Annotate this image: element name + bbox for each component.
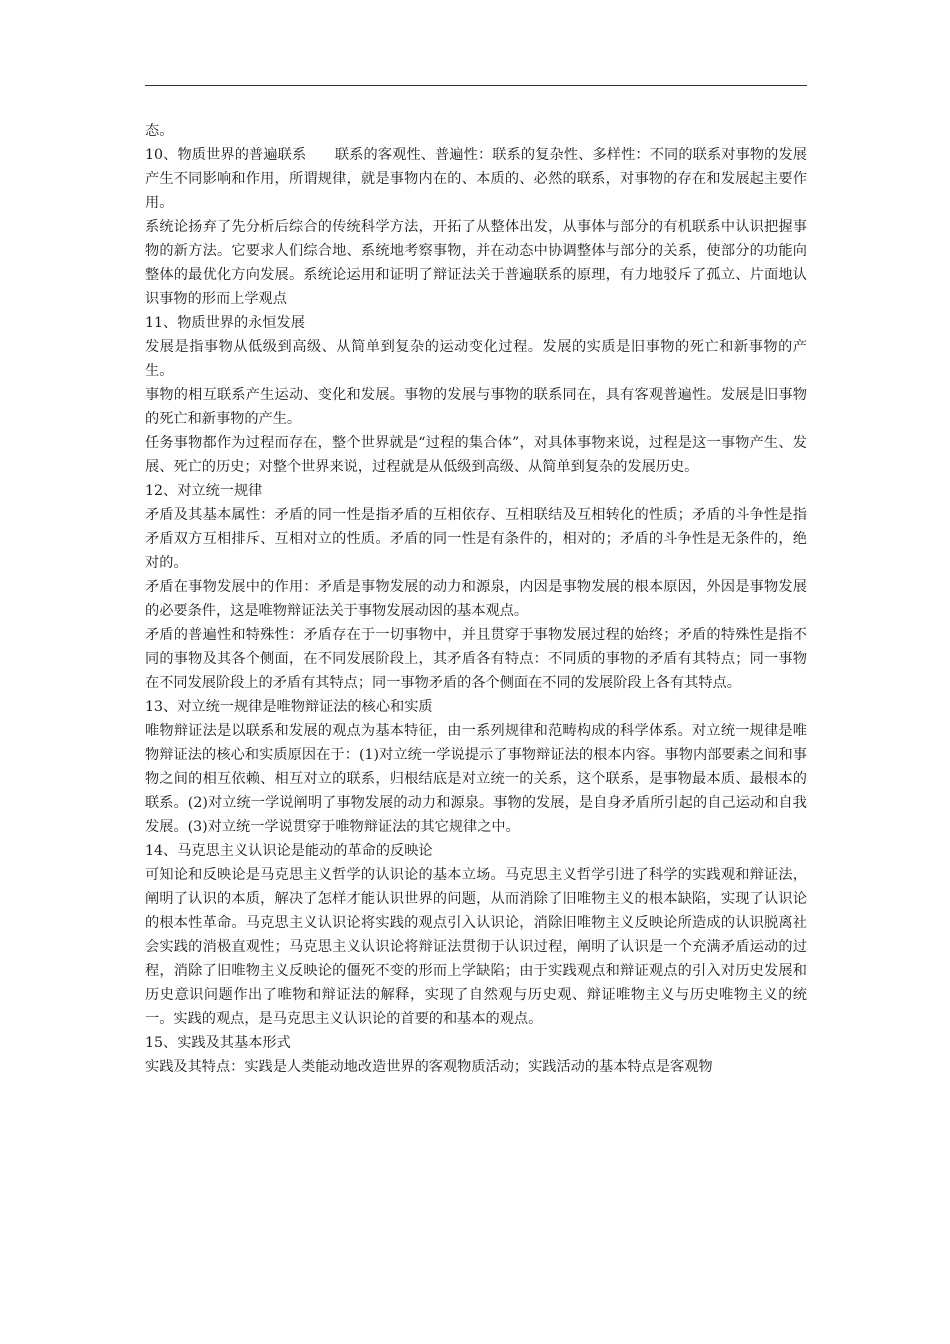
paragraph: 发展是指事物从低级到高级、从简单到复杂的运动变化过程。发展的实质是旧事物的死亡和新事物的产生。 xyxy=(145,339,807,379)
section-heading: 12、对立统一规律 xyxy=(145,483,263,499)
paragraph: 态。 xyxy=(145,123,174,139)
section-heading: 15、实践及其基本形式 xyxy=(145,1035,291,1051)
paragraph: 实践及其特点：实践是人类能动地改造世界的客观物质活动；实践活动的基本特点是客观物 xyxy=(145,1059,713,1075)
section-heading: 13、对立统一规律是唯物辩证法的核心和实质 xyxy=(145,699,433,715)
paragraph: 矛盾及其基本属性：矛盾的同一性是指矛盾的互相依存、互相联结及互相转化的性质；矛盾的斗争性是指矛盾双方互相排斥、互相对立的性质。矛盾的同一性是有条件的，相对的；矛盾的斗争性是无条件的，绝对的。 xyxy=(145,507,807,571)
document-body xyxy=(145,119,807,1079)
paragraph: 任务事物都作为过程而存在，整个世界就是“过程的集合体”，对具体事物来说，过程是这一事物产生、发展、死亡的历史；对整个世界来说，过程就是从低级到高级、从简单到复杂的发展历史。 xyxy=(145,435,807,475)
paragraph: 事物的相互联系产生运动、变化和发展。事物的发展与事物的联系同在，具有客观普遍性。发展是旧事物的死亡和新事物的产生。 xyxy=(145,387,807,427)
header-divider xyxy=(145,85,807,86)
paragraph: 矛盾在事物发展中的作用：矛盾是事物发展的动力和源泉，内因是事物发展的根本原因，外因是事物发展的必要条件，这是唯物辩证法关于事物发展动因的基本观点。 xyxy=(145,579,807,619)
paragraph: 矛盾的普遍性和特殊性：矛盾存在于一切事物中，并且贯穿于事物发展过程的始终；矛盾的特殊性是指不同的事物及其各个侧面，在不同发展阶段上，其矛盾各有特点：不同质的事物的矛盾有其特点；同一事物在不同发展阶段上的矛盾有其特点；同一事物矛盾的各个侧面在不同的发展阶段上各有其特点。 xyxy=(145,627,807,691)
paragraph: 10、物质世界的普遍联系 联系的客观性、普遍性：联系的复杂性、多样性：不同的联系对事物的发展产生不同影响和作用，所谓规律，就是事物内在的、本质的、必然的联系，对事物的存在和发展起主要作用。 xyxy=(145,147,807,211)
section-heading: 11、物质世界的永恒发展 xyxy=(145,315,305,331)
section-heading: 14、马克思主义认识论是能动的革命的反映论 xyxy=(145,843,433,859)
paragraph: 可知论和反映论是马克思主义哲学的认识论的基本立场。马克思主义哲学引进了科学的实践观和辩证法，阐明了认识的本质，解决了怎样才能认识世界的问题，从而消除了旧唯物主义的根本缺陷，实现了认识论的根本性革命。马克思主义认识论将实践的观点引入认识论，消除旧唯物主义反映论所造成的认识脱离社会实践的消极直观性；马克思主义认识论将辩证法贯彻于认识过程，阐明了认识是一个充满矛盾运动的过程，消除了旧唯物主义反映论的僵死不变的形而上学缺陷；由于实践观点和辩证观点的引入对历史发展和历史意识问题作出了唯物和辩证法的解释，实现了自然观与历史观、辩证唯物主义与历史唯物主义的统一。实践的观点，是马克思主义认识论的首要的和基本的观点。 xyxy=(145,867,807,1027)
paragraph: 系统论扬弃了先分析后综合的传统科学方法，开拓了从整体出发，从事体与部分的有机联系中认识把握事物的新方法。它要求人们综合地、系统地考察事物，并在动态中协调整体与部分的关系，使部分的功能向整体的最优化方向发展。系统论运用和证明了辩证法关于普遍联系的原理，有力地驳斥了孤立、片面地认识事物的形而上学观点 xyxy=(145,219,807,307)
paragraph: 唯物辩证法是以联系和发展的观点为基本特征，由一系列规律和范畴构成的科学体系。对立统一规律是唯物辩证法的核心和实质原因在于：(1)对立统一学说提示了事物辩证法的根本内容。事物内部要素之间和事物之间的相互依赖、相互对立的联系，归根结底是对立统一的关系，这个联系，是事物最本质、最根本的联系。(2)对立统一学说阐明了事物发展的动力和源泉。事物的发展，是自身矛盾所引起的自己运动和自我发展。(3)对立统一学说贯穿于唯物辩证法的其它规律之中。 xyxy=(145,723,807,835)
